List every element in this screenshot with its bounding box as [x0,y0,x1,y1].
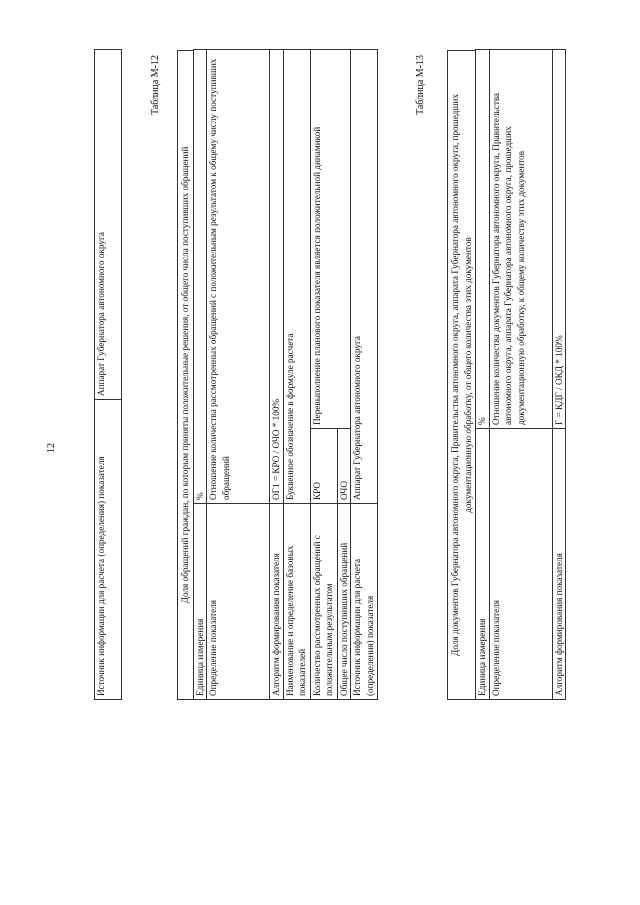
source-label: Источник информации для расчета (определения) показателя [351,504,378,700]
unit-value: % [193,50,207,504]
algorithm-value: ОГ1 = КРО / ОЧО * 100% [270,50,284,504]
unit-value: % [476,50,490,429]
algorithm-label: Алгоритм формирования показателя [270,504,284,700]
definition-label: Определение показателя [489,429,552,700]
table-row [95,50,122,700]
unit-label: Единица измерения [476,429,490,700]
table-row [207,50,270,700]
algorithm-value: Г = КДГ / ОКД * 100% [552,50,566,429]
source-value: Аппарат Губернатора автономного округа [351,50,378,504]
definition-label: Определение показателя [207,504,270,700]
table-row [283,50,310,700]
names-value: Буквенное обозначение в формуле расчета [283,50,310,504]
page-number: 12 [46,443,57,453]
table-row [489,50,552,700]
positive-dynamics-note: Перевыполнение планового показателя является положительной динамикой [310,50,351,429]
top-table [94,49,122,700]
table-row [476,50,490,700]
table-m13-grid [475,49,566,700]
table-title: Доля обращений граждан, по которым приняты положительные решения, от общего числа поступивших обращений [177,50,194,700]
table-row [270,50,284,700]
table-caption-m13: Таблица М-13 [415,55,426,115]
table-title: Доля документов Губернатора автономного округа, Правительства автономного округа, аппарата Губернатора автономного округа, прошедших документационную обработку, от общего количества этих документов [447,50,476,700]
definition-value: Отношение количества рассмотренных обращений с положительным результатом к общему числу поступивших обращений [207,50,270,504]
source-value-cell: Аппарат Губернатора автономного округа [95,50,122,400]
table-row [310,50,337,700]
table-row [193,50,207,700]
table-m12-grid [193,49,379,700]
table-caption-m12: Таблица М-12 [150,55,161,115]
ocho-label: Общее число поступивших обращений [337,504,351,700]
definition-value: Отношение количества документов Губернатора автономного округа, Правительства автономного округа, аппарата Губернатора автономного округа, прошедших документационную обработку, к общему количеству этих документов [489,50,552,429]
table-row [552,50,566,700]
table-m12 [177,50,378,700]
source-label-cell: Источник информации для расчета (определения) показателя [95,400,122,700]
unit-label: Единица измерения [193,504,207,700]
names-label: Наименование и определение базовых показателей [283,504,310,700]
ocho-value: ОЧО [337,429,351,504]
table-row [351,50,378,700]
algorithm-label: Алгоритм формирования показателя [552,429,566,700]
table-m13 [447,50,566,700]
kro-value: КРО [310,429,337,504]
kro-label: Количество рассмотренных обращений с положительным результатом [310,504,337,700]
